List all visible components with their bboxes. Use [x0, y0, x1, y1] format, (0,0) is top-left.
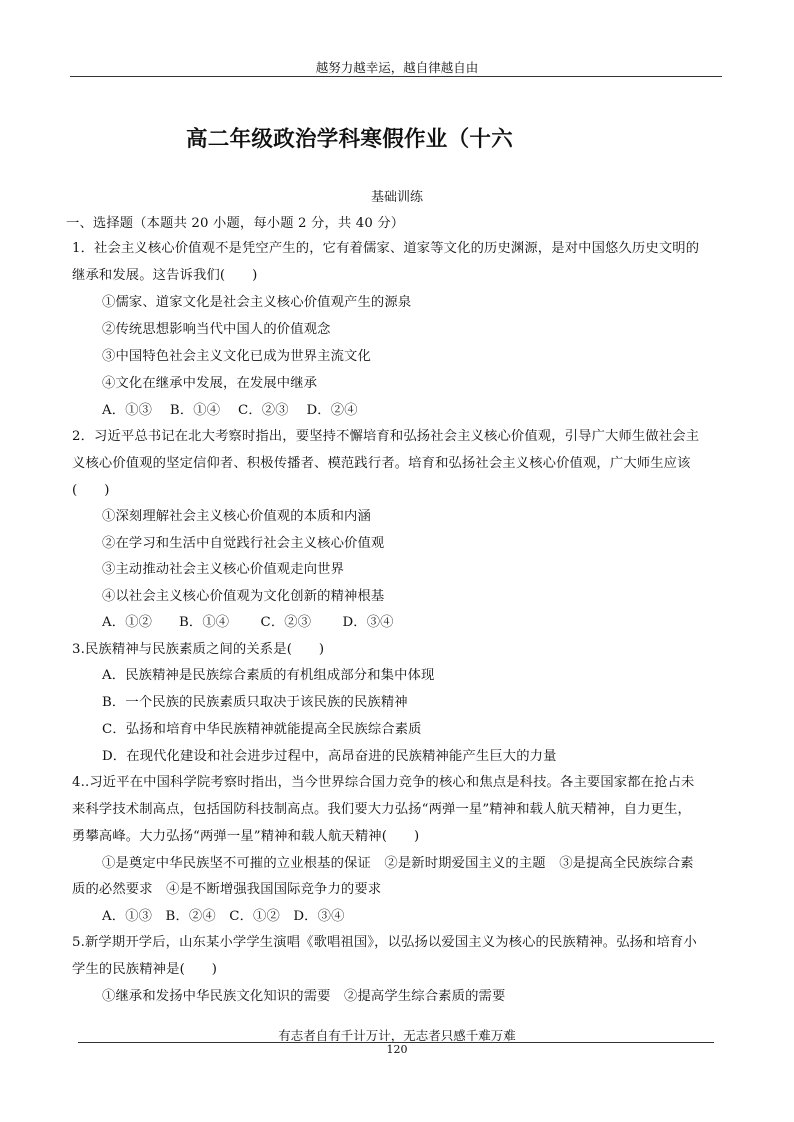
q2-answers: A．①② B．①④ C．②③ D．③④ — [102, 615, 394, 630]
q1-option: ③中国特色社会主义文化已成为世界主流文化 — [102, 349, 371, 364]
q2-stem-line-3: ( ) — [72, 483, 110, 498]
page-title: 高二年级政治学科寒假作业（十六 — [186, 127, 514, 152]
q4-options-line-2: 质的必然要求 ④是不断增强我国国际竞争力的要求 — [72, 882, 382, 897]
q1-stem-line-1: 1．社会主义核心价值观不是凭空产生的，它有着儒家、道家等文化的历史渊源，是对中国悠久历史文明的 — [72, 241, 700, 256]
q5-stem-line-1: 5.新学期开学后，山东某小学学生演唱《歌唱祖国》，以弘扬以爱国主义为核心的民族精神。弘扬和培育小 — [72, 935, 697, 950]
q1-option: ②传统思想影响当代中国人的价值观念 — [102, 322, 331, 337]
q2-stem-line-1: 2．习近平总书记在北大考察时指出，要坚持不懈培育和弘扬社会主义核心价值观，引导广大师生做社会主 — [72, 429, 700, 444]
q4-stem-line-1: 4..习近平在中国科学院考察时指出，当今世界综合国力竞争的核心和焦点是科技。各主要国家都在抢占未 — [72, 775, 695, 790]
q1-option: ①儒家、道家文化是社会主义核心价值观产生的源泉 — [102, 295, 412, 310]
header-motto: 越努力越幸运，越自律越自由 — [315, 60, 479, 75]
q4-answers: A．①③ B．②④ C．①② D．③④ — [102, 909, 345, 924]
q1-option: ④文化在继承中发展，在发展中继承 — [102, 376, 318, 391]
q5-options: ①继承和发扬中华民族文化知识的需要 ②提高学生综合素质的需要 — [102, 989, 506, 1004]
q2-option: ②在学习和生活中自觉践行社会主义核心价值观 — [102, 536, 385, 551]
q3-option: C．弘扬和培育中华民族精神就能提高全民族综合素质 — [102, 722, 422, 737]
q4-stem-line-2: 来科学技术制高点，包括国防科技制高点。我们要大力弘扬“两弹一星”精神和载人航天精神，自力更生， — [72, 802, 692, 817]
header-divider — [70, 76, 722, 77]
q3-option: D．在现代化建设和社会进步过程中，高昂奋进的民族精神能产生巨大的力量 — [102, 749, 557, 764]
q1-answers: A．①③ B．①④ C．②③ D．②④ — [102, 403, 358, 418]
q3-option: B．一个民族的民族素质只取决于该民族的民族精神 — [102, 695, 408, 710]
q3-stem: 3.民族精神与民族素质之间的关系是( ) — [72, 642, 325, 657]
q2-stem-line-2: 义核心价值观的坚定信仰者、积极传播者、模范践行者。培育和弘扬社会主义核心价值观，广大师生应该 — [72, 456, 691, 471]
q2-option: ④以社会主义核心价值观为文化创新的精神根基 — [102, 589, 385, 604]
q1-stem-line-2: 继承和发展。这告诉我们( ) — [72, 268, 258, 283]
footer-motto: 有志者自有千计万计，无志者只感千难万难 — [278, 1028, 516, 1043]
q4-options-line-1: ①是奠定中华民族坚不可摧的立业根基的保证 ②是新时期爱国主义的主题 ③是提高全民族综合素 — [102, 856, 694, 871]
q3-option: A．民族精神是民族综合素质的有机组成部分和集中体现 — [102, 668, 435, 683]
q2-option: ③主动推动社会主义核心价值观走向世界 — [102, 562, 345, 577]
page-number: 120 — [386, 1043, 408, 1056]
section-subtitle: 基础训练 — [370, 190, 423, 205]
q5-stem-line-2: 学生的民族精神是( ) — [72, 962, 218, 977]
q4-stem-line-3: 勇攀高峰。大力弘扬“两弹一星”精神和载人航天精神( ) — [72, 829, 420, 844]
q2-option: ①深刻理解社会主义核心价值观的本质和内涵 — [102, 509, 371, 524]
section-heading: 一、选择题（本题共 20 小题，每小题 2 分，共 40 分） — [66, 216, 405, 231]
